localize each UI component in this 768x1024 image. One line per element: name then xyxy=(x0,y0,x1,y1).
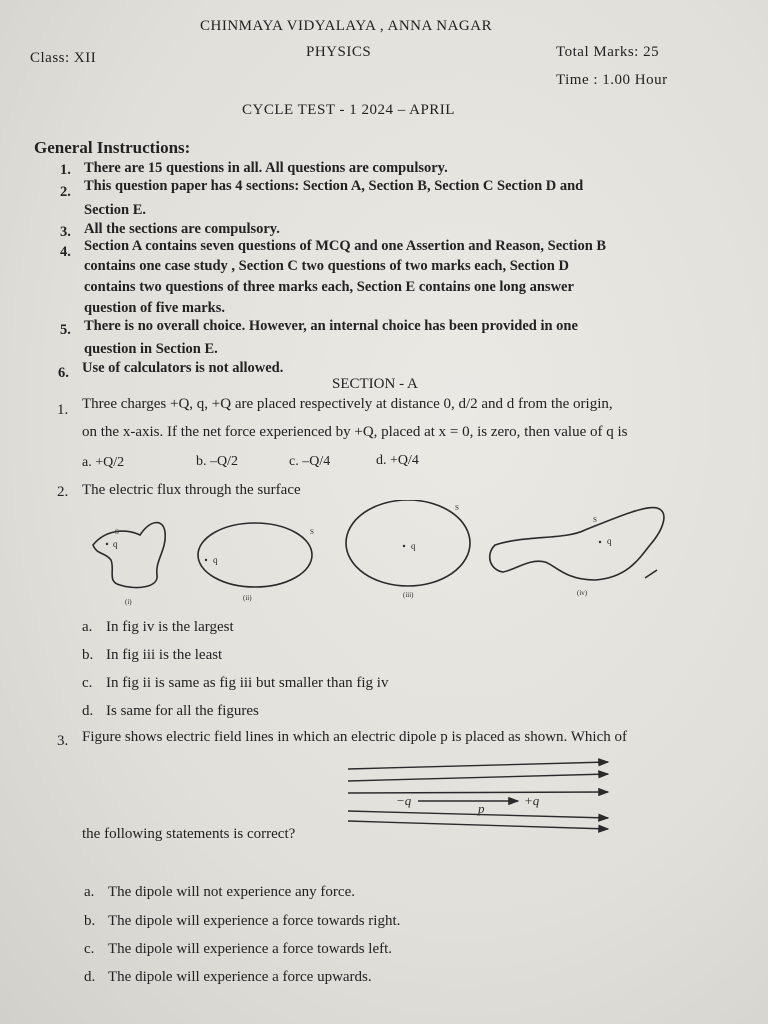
instruction-number: 1. xyxy=(60,162,71,178)
option-text: In fig ii is same as fig iii but smaller than fig iv xyxy=(106,675,389,691)
subject: PHYSICS xyxy=(306,44,372,60)
instruction-line: Section A contains seven questions of MCQ and one Assertion and Reason, Section B xyxy=(84,238,607,254)
instruction-number: 4. xyxy=(60,244,71,260)
surface-label: S xyxy=(593,516,597,524)
fig-label-i: (i) xyxy=(125,598,132,606)
instructions-heading: General Instructions: xyxy=(34,138,191,157)
option-letter: a. xyxy=(84,884,95,900)
question-text-line: the following statements is correct? xyxy=(82,826,296,842)
instruction-line: question in Section E. xyxy=(84,341,218,357)
dipole-pos-charge: +q xyxy=(524,793,540,808)
instruction-number: 2. xyxy=(60,184,71,200)
class-label: Class: XII xyxy=(30,50,97,66)
fig-label-iii: (iii) xyxy=(403,591,414,599)
surface-label: S xyxy=(455,504,459,512)
test-title: CYCLE TEST - 1 2024 – APRIL xyxy=(242,102,455,118)
question-number: 1. xyxy=(57,402,69,418)
instruction-number: 6. xyxy=(58,365,69,381)
question-number: 2. xyxy=(57,484,69,500)
instruction-line: question of five marks. xyxy=(84,300,225,316)
option-letter: b. xyxy=(84,913,96,929)
instruction-line: contains one case study , Section C two questions of two marks each, Section D xyxy=(84,258,569,274)
fig-label-ii: (ii) xyxy=(243,594,252,602)
question-text-line: Three charges +Q, q, +Q are placed respectively at distance 0, d/2 and d from the origin, xyxy=(82,396,613,412)
section-title: SECTION - A xyxy=(332,376,418,392)
option-text: The dipole will experience a force upwards. xyxy=(108,969,372,985)
question-text-line: Figure shows electric field lines in which an electric dipole p is placed as shown. Which of xyxy=(82,729,627,745)
option-text: The dipole will experience a force towards right. xyxy=(108,913,401,929)
field-lines-figure xyxy=(340,755,620,835)
option-letter: c. xyxy=(82,675,93,691)
time-allowed: Time : 1.00 Hour xyxy=(556,72,668,88)
instruction-number: 3. xyxy=(60,224,71,240)
option-text: In fig iii is the least xyxy=(106,647,223,663)
total-marks: Total Marks: 25 xyxy=(556,44,660,60)
instruction-number: 5. xyxy=(60,322,71,338)
option-c: c. –Q/4 xyxy=(289,454,331,469)
instruction-line: There are 15 questions in all. All questions are compulsory. xyxy=(84,160,448,176)
question-text: The electric flux through the surface xyxy=(82,482,301,498)
charge-label-ii: q xyxy=(213,555,218,565)
dipole-neg-charge: −q xyxy=(396,793,412,808)
option-a: a. +Q/2 xyxy=(82,455,125,470)
charge-label-iv: q xyxy=(607,536,612,546)
option-d: d. +Q/4 xyxy=(376,453,419,468)
instruction-line: Section E. xyxy=(84,202,147,218)
question-number: 3. xyxy=(57,733,69,749)
question-text-line: on the x-axis. If the net force experienced by +Q, placed at x = 0, is zero, then value of q is xyxy=(82,424,628,440)
option-b: b. –Q/2 xyxy=(196,454,238,469)
option-text: Is same for all the figures xyxy=(106,703,259,719)
instruction-line: This question paper has 4 sections: Section A, Section B, Section C Section D and xyxy=(84,178,584,194)
option-letter: d. xyxy=(84,969,96,985)
option-text: The dipole will experience a force towards left. xyxy=(108,941,393,957)
charge-label-i: q xyxy=(113,539,118,549)
charge-label-iii: q xyxy=(411,541,416,551)
option-letter: b. xyxy=(82,647,94,663)
option-text: In fig iv is the largest xyxy=(106,619,234,635)
fig-label-iv: (iv) xyxy=(577,589,588,597)
option-text: The dipole will not experience any force. xyxy=(108,884,355,900)
instruction-line: There is no overall choice. However, an internal choice has been provided in one xyxy=(84,318,578,334)
option-letter: a. xyxy=(82,619,93,635)
instruction-line: All the sections are compulsory. xyxy=(84,221,280,237)
surface-label: S xyxy=(310,528,314,536)
school-name: CHINMAYA VIDYALAYA , ANNA NAGAR xyxy=(200,18,493,34)
surface-label: S xyxy=(115,528,119,536)
gaussian-surfaces-figure xyxy=(85,500,705,610)
instruction-line: contains two questions of three marks each, Section E contains one long answer xyxy=(84,279,574,295)
instruction-line: Use of calculators is not allowed. xyxy=(82,360,284,376)
option-letter: c. xyxy=(84,941,95,957)
dipole-moment-label: p xyxy=(478,801,485,816)
option-letter: d. xyxy=(82,703,94,719)
